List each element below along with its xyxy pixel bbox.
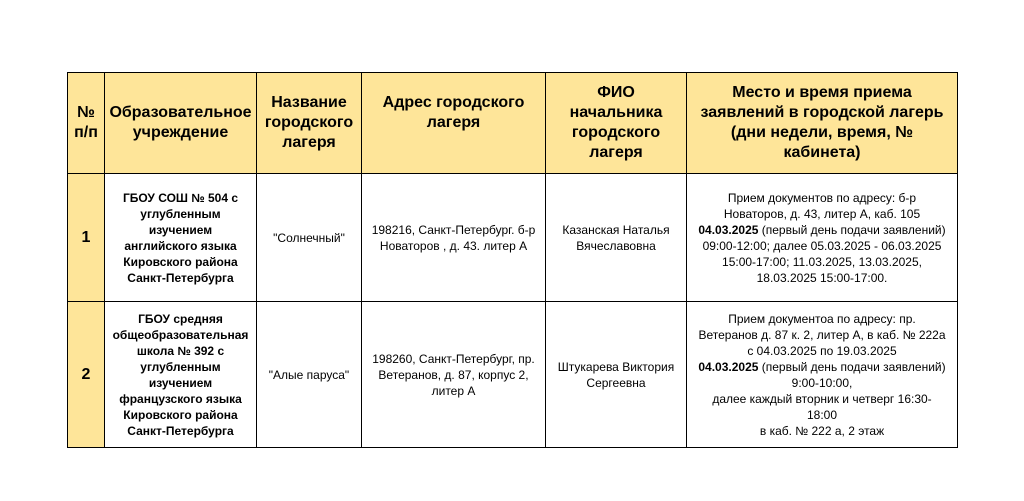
first-day-date: 04.03.2025	[698, 359, 759, 374]
header-schedule: Место и время приема заявлений в городской лагерь (дни недели, время, № кабинета)	[687, 73, 958, 174]
header-school: Образовательное учреждение	[105, 73, 257, 174]
head-cell: Штукарева Виктория Сергеевна	[546, 302, 687, 448]
address-cell: 198216, Санкт-Петербург. б-р Новаторов , д. 43. литер А	[362, 174, 546, 302]
header-camp-name: Название городского лагеря	[257, 73, 362, 174]
school-cell: ГБОУ СОШ № 504 с углубленным изучением английского языка Кировского района Санкт-Петербурга	[105, 174, 257, 302]
address-cell: 198260, Санкт-Петербург, пр. Ветеранов, д. 87, корпус 2, литер А	[362, 302, 546, 448]
camp-name-cell: "Алые паруса"	[257, 302, 362, 448]
first-day-date: 04.03.2025	[698, 222, 759, 237]
row-number: 2	[68, 302, 105, 448]
table-row	[68, 174, 958, 302]
camp-name-cell: "Солнечный"	[257, 174, 362, 302]
head-cell: Казанская Наталья Вячеславовна	[546, 174, 687, 302]
header-address: Адрес городского лагеря	[362, 73, 546, 174]
header-head: ФИО начальника городского лагеря	[546, 73, 687, 174]
header-num: № п/п	[68, 73, 105, 174]
schedule-cell: Прием документоа по адресу: пр. Ветеранов д. 87 к. 2, литер А, в каб. № 222а с 04.03.2025 по 19.03.2025 04.03.2025 (первый день подачи заявлений) 9:00-10:00, далее каждый вторник и четверг 16:30- 18:00 в каб. № 222 а, 2 этаж	[687, 302, 958, 448]
table-row	[68, 302, 958, 448]
school-cell: ГБОУ средняя общеобразовательная школа № 392 с углубленным изучением французского языка Кировского района Санкт-Петербурга	[105, 302, 257, 448]
header-row	[68, 73, 958, 174]
row-number: 1	[68, 174, 105, 302]
schedule-cell: Прием документов по адресу: б-р Новаторов, д. 43, литер А, каб. 105 04.03.2025 (первый день подачи заявлений) 09:00-12:00; далее 05.03.2025 - 06.03.2025 15:00-17:00; 11.03.2025, 13.03.2025, 18.03.2025 15:00-17:00.	[687, 174, 958, 302]
camps-table	[67, 72, 958, 448]
